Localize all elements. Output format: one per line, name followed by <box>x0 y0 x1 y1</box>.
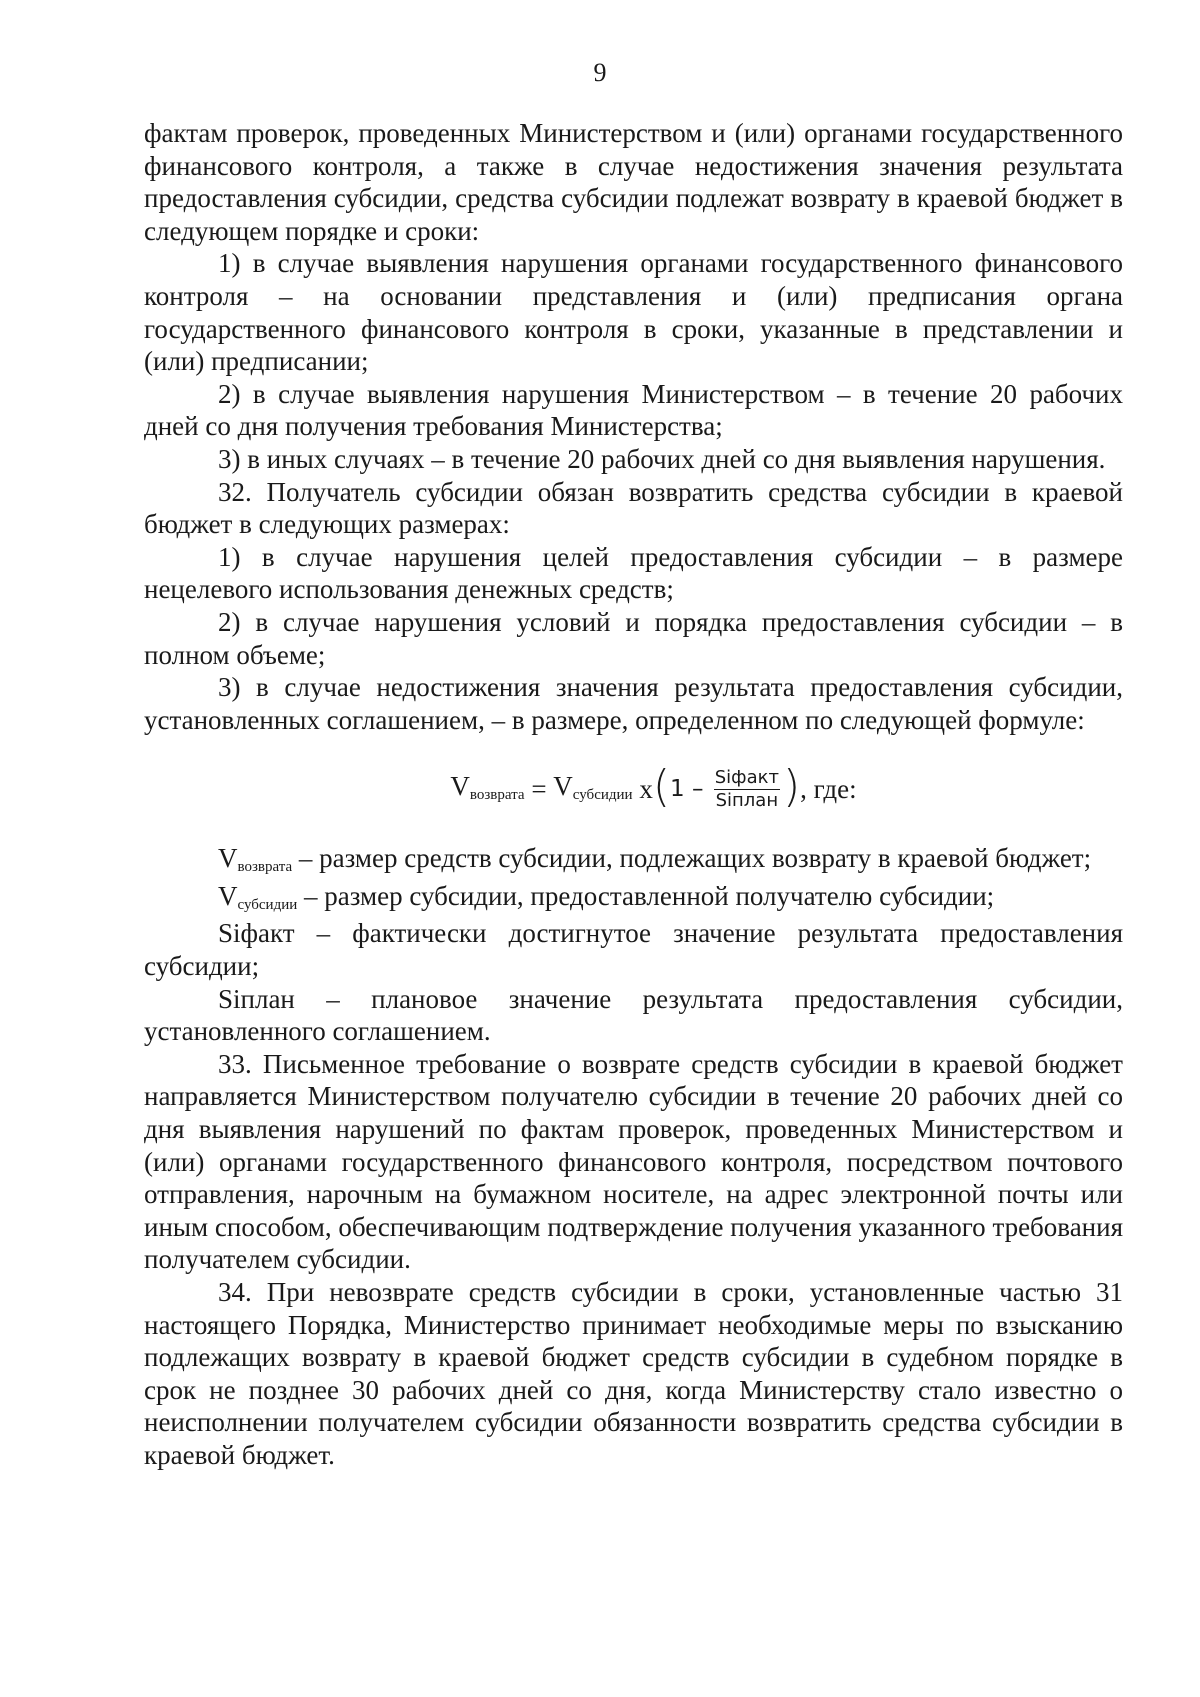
formula-denominator: Siплан <box>715 789 779 811</box>
definition-v-subsidy: Vсубсидии – размер субсидии, предоставленной получателю субсидии; <box>218 880 995 913</box>
paragraph-33: 33. Письменное требование о возврате средств субсидии в краевой бюджет направляется Министерством получателю субсидии в течение 20 рабочих дней со дня выявления нарушений по фактам проверок, проведенных Министерством и (или) органами государственного финансового контроля, посредством почтового отправления, нарочным на бумажном носителе, на адрес электронной почты или иным способом, обеспечивающим подтверждение получения указанного требования получателем субсидии. <box>144 1048 1123 1275</box>
formula-v-subsidy: Vсубсидии <box>553 771 633 804</box>
page-number: 9 <box>593 58 607 87</box>
formula-minus: – <box>691 775 704 802</box>
formula-fraction <box>713 767 781 812</box>
return-formula <box>144 736 1123 842</box>
formula-times: x <box>639 773 653 804</box>
formula-numerator: Siфакт <box>714 766 779 788</box>
formula-v-return: Vвозврата <box>450 771 525 804</box>
paragraph-32: 32. Получатель субсидии обязан возвратить средства субсидии в краевой бюджет в следующих размерах: <box>144 476 1123 540</box>
paragraph-31-item-2: 2) в случае выявления нарушения Министерством – в течение 20 рабочих дней со дня получения требования Министерства; <box>144 378 1123 442</box>
formula-equals: = <box>531 773 547 804</box>
paragraph-32-item-3: 3) в случае недостижения значения результата предоставления субсидии, установленных соглашением, – в размере, определенном по следующей формуле: <box>144 672 1123 735</box>
paragraph-32-item-2: 2) в случае нарушения условий и порядка предоставления субсидии – в полном объеме; <box>144 606 1123 670</box>
definition-si-fact: Siфакт – фактически достигнутое значение результата предоставления субсидии; <box>144 918 1123 982</box>
definition-v-return: Vвозврата – размер средств субсидии, подлежащих возврату в краевой бюджет; <box>218 843 1092 876</box>
paragraph-34: 34. При невозврате средств субсидии в сроки, установленные частью 31 настоящего Порядка, Министерство принимает необходимые меры по взысканию подлежащих возврату в краевой бюджет средств субсидии в судебном порядке в срок не позднее 30 рабочих дней со дня, когда Министерству стало известно о неисполнении получателем субсидии обязанности возвратить средства субсидии в краевой бюджет. <box>144 1277 1123 1470</box>
paragraph-31-continuation: фактам проверок, проведенных Министерством и (или) органами государственного финансового контроля, а также в случае недостижения значения результата предоставления субсидии, средства субсидии подлежат возврату в краевой бюджет в следующем порядке и сроки: <box>144 118 1123 246</box>
formula-paren-open: ( <box>652 761 670 813</box>
formula-paren-close: ) <box>782 761 801 813</box>
body-text <box>144 117 1123 1472</box>
definition-si-plan: Siплан – плановое значение результата предоставления субсидии, установленного соглашением. <box>144 983 1123 1047</box>
paragraph-31-item-1: 1) в случае выявления нарушения органами государственного финансового контроля – на основании представления и (или) предписания органа государственного финансового контроля в сроки, указанные в представлении и (или) предписании; <box>144 248 1123 377</box>
formula-where: , где: <box>800 773 857 804</box>
paragraph-31-item-3: 3) в иных случаях – в течение 20 рабочих дней со дня выявления нарушения. <box>218 443 1106 474</box>
formula-one: 1 <box>669 775 685 802</box>
paragraph-32-item-1: 1) в случае нарушения целей предоставления субсидии – в размере нецелевого использования денежных средств; <box>144 541 1123 605</box>
